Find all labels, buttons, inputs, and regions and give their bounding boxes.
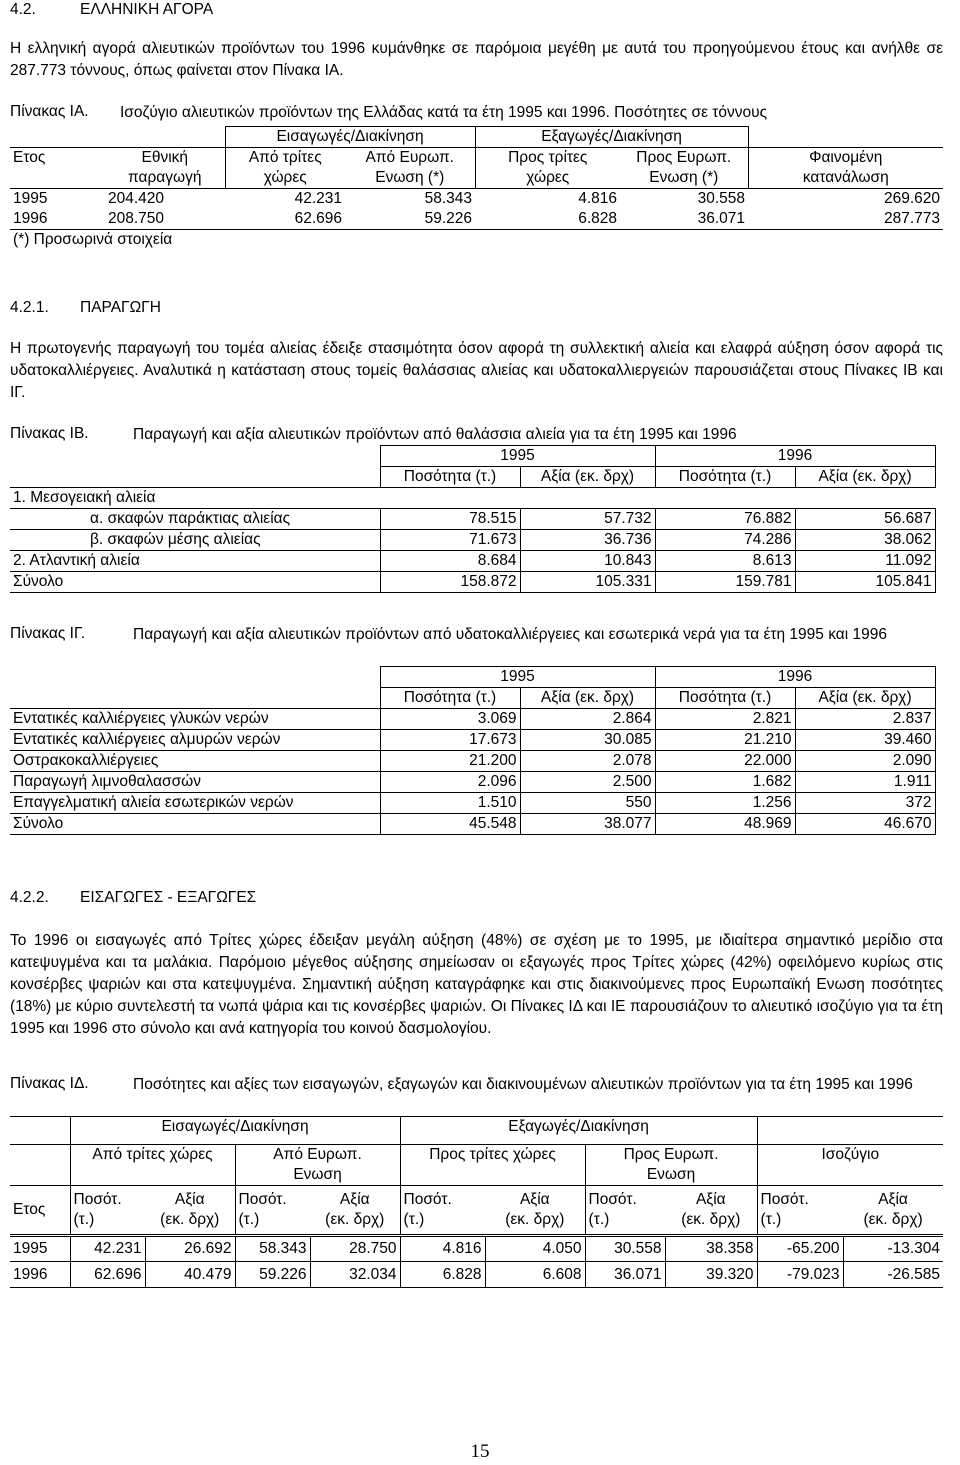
- section-number: 4.2.: [10, 1, 36, 18]
- intro-paragraph: Η ελληνική αγορά αλιευτικών προϊόντων του 1996 κυμάνθηκε σε παρόμοια μεγέθη με αυτά του προηγούμενου έτους και ανήλθε σε 287.773 τόννους, όπως φαίνεται στον Πίνακα ΙΑ.: [10, 40, 943, 79]
- table-ia-header-row: [10, 148, 943, 189]
- table-ia-label: Πίνακας ΙΑ.: [10, 103, 89, 120]
- table-row: Σύνολο 158.872 105.331 159.781 105.841: [10, 572, 935, 593]
- table-row: Σύνολο 45.548 38.077 48.969 46.670: [10, 814, 935, 835]
- table-ig-label: Πίνακας ΙΓ.: [10, 625, 86, 642]
- table-ia-group-row: [10, 127, 943, 148]
- table-row: Επαγγελματική αλιεία εσωτερικών νερών 1.510 550 1.256 372: [10, 793, 935, 814]
- table-row: β. σκαφών μέσης αλιείας 71.673 36.736 74.286 38.062: [10, 530, 935, 551]
- table-row: 2. Ατλαντική αλιεία 8.684 10.843 8.613 11.092: [10, 551, 935, 572]
- table-row: α. σκαφών παράκτιας αλιείας 78.515 57.732 76.882 56.687: [10, 509, 935, 530]
- table-ig: 1995 1996 Ποσότητα (τ.) Αξία (εκ. δρχ) Ποσότητα (τ.) Αξία (εκ. δρχ) Εντατικές καλλιέργειες γλυκών νερών 3.069 2.864 2.821 2.837 Εντατικές καλλιέργειες αλμυρών νερών 17.673 30.085 21.210 39.460 Οστρακοκαλλιέργειες 21.200 2.078 22.000 2.090 Παραγωγή λιμνοθαλασσών 2.096 2.500 1.682 1.911 Επαγγελματική αλιεία εσωτερικών νερών 1.510 550 1.256 372 Σύνολο 45.548 38.077 48.969 46.670: [10, 666, 936, 835]
- table-ia-col-header: Ετος: [10, 148, 105, 189]
- table-ia: [10, 126, 943, 250]
- section-heading: [10, 0, 213, 20]
- table-id-label: Πίνακας ΙΔ.: [10, 1075, 89, 1092]
- table-row: 1996 208.750 62.696 59.226 6.828 36.071 287.773: [10, 209, 943, 230]
- subsection-heading: 4.2.2. ΕΙΣΑΓΩΓΕΣ - ΕΞΑΓΩΓΕΣ: [10, 889, 257, 906]
- table-row: Εντατικές καλλιέργειες αλμυρών νερών 17.673 30.085 21.210 39.460: [10, 730, 935, 751]
- table-ia-col-header: Από τρίτες χώρες: [225, 148, 345, 189]
- table-ia-group-imports: Εισαγωγές/Διακίνηση: [225, 127, 475, 148]
- table-ia-col-header: Φαινομένη κατανάλωση: [748, 148, 943, 189]
- table-ia-title: Ισοζύγιο αλιευτικών προϊόντων της Ελλάδας κατά τα έτη 1995 και 1996. Ποσότητες σε τόννους: [120, 104, 768, 121]
- table-row: Οστρακοκαλλιέργειες 21.200 2.078 22.000 2.090: [10, 751, 935, 772]
- table-ia-col-header: Από Ευρωπ. Ενωση (*): [345, 148, 475, 189]
- table-id: Εισαγωγές/Διακίνηση Εξαγωγές/Διακίνηση Από τρίτες χώρες Από Ευρωπ. Ενωση Προς τρίτες χώρες Προς Ευρωπ. Ενωση Ισοζύγιο Ετος Ποσότ. (τ.) Αξία (εκ. δρχ) Ποσότ. (τ.) Αξία (εκ. δρχ) Ποσότ. (τ.) Αξία (εκ. δρχ) Ποσότ. (τ.) Αξία (εκ. δρχ) Ποσότ. (τ.) Αξία (εκ. δρχ) 1995 42.231 26.692 58.343 28.750 4.816 4.050 30.558 38.358 -65.200 -13.304 1996 62.696 40.479 59.226 32.034 6.828 6.608 36.071 39.320 -79.023 -26.585: [10, 1116, 943, 1288]
- subsection-heading: 4.2.1. ΠΑΡΑΓΩΓΗ: [10, 299, 161, 316]
- table-ia-col-header: Εθνική παραγωγή: [105, 148, 225, 189]
- table-ia-group-exports: Εξαγωγές/Διακίνηση: [475, 127, 748, 148]
- production-paragraph: Η πρωτογενής παραγωγή του τομέα αλιείας έδειξε στασιμότητα όσον αφορά τη συλλεκτική αλιεία και ελαφρά αύξηση όσον αφορά τις υδατοκαλλιέργειες. Αναλυτικά η κατάσταση στους τομείς θαλάσσιας αλιείας και υδατοκαλλιεργειών παρουσιάζεται στους Πίνακες ΙΒ και ΙΓ.: [10, 340, 943, 401]
- table-ib-group-label: 1. Μεσογειακή αλιεία: [10, 488, 935, 509]
- table-id-title: Ποσότητες και αξίες των εισαγωγών, εξαγωγών και διακινουμένων αλιευτικών προϊόντων για τα έτη 1995 και 1996: [133, 1076, 913, 1093]
- table-row: 1995 42.231 26.692 58.343 28.750 4.816 4.050 30.558 38.358 -65.200 -13.304: [10, 1236, 943, 1262]
- table-ib: 1995 1996 Ποσότητα (τ.) Αξία (εκ. δρχ) Ποσότητα (τ.) Αξία (εκ. δρχ) 1. Μεσογειακή αλιεία α. σκαφών παράκτιας αλιείας 78.515 57.732 76.882 56.687 β. σκαφών μέσης αλιείας 71.673 36.736 74.286 38.062 2. Ατλαντική αλιεία 8.684 10.843 8.613 11.092 Σύνολο 158.872 105.331 159.781 105.841: [10, 445, 936, 593]
- table-row: Εντατικές καλλιέργειες γλυκών νερών 3.069 2.864 2.821 2.837: [10, 709, 935, 730]
- section-title: ΕΛΛΗΝΙΚΗ ΑΓΟΡΑ: [80, 1, 214, 18]
- table-row: 1996 62.696 40.479 59.226 32.034 6.828 6.608 36.071 39.320 -79.023 -26.585: [10, 1262, 943, 1288]
- table-row: Παραγωγή λιμνοθαλασσών 2.096 2.500 1.682 1.911: [10, 772, 935, 793]
- table-ig-title: Παραγωγή και αξία αλιευτικών προϊόντων από υδατοκαλλιέργειες και εσωτερικά νερά για τα έτη 1995 και 1996: [133, 626, 887, 643]
- table-ia-note: (*) Προσωρινά στοιχεία: [13, 231, 173, 248]
- table-row: 1995 204.420 42.231 58.343 4.816 30.558 269.620: [10, 189, 943, 210]
- page-number: 15: [470, 1441, 490, 1462]
- imports-exports-paragraph: Το 1996 οι εισαγωγές από Τρίτες χώρες έδειξαν μεγάλη αύξηση (48%) σε σχέση με το 1995, με ιδιαίτερα σημαντικό μερίδιο στα κατεψυγμένα και τα μαλάκια. Παρόμοιο μέγεθος αύξησης σημείωσαν οι εξαγωγές προς Τρίτες χώρες (42%) οφειλόμενο κυρίως στις κονσέρβες ψαριών και στα κατεψυγμένα. Σημαντική αύξηση καταγράφηκε και στις διακινούμενες προς Ευρωπαϊκή Ενωση ποσότητες (18%) με κύριο συντελεστή τα νωπά ψάρια και τις κονσέρβες ψαριών. Οι Πίνακες ΙΔ και ΙΕ παρουσιάζουν το αλιευτικό ισοζύγιο για τα έτη 1995 και 1996 στο σύνολο και ανά κατηγορία του κοινού δασμολογίου.: [10, 932, 943, 1037]
- table-ia-col-header: Προς τρίτες χώρες: [475, 148, 620, 189]
- table-ia-col-header: Προς Ευρωπ. Ενωση (*): [620, 148, 748, 189]
- table-ib-label: Πίνακας ΙΒ.: [10, 425, 89, 442]
- table-ib-title: Παραγωγή και αξία αλιευτικών προϊόντων από θαλάσσια αλιεία για τα έτη 1995 και 1996: [133, 426, 737, 443]
